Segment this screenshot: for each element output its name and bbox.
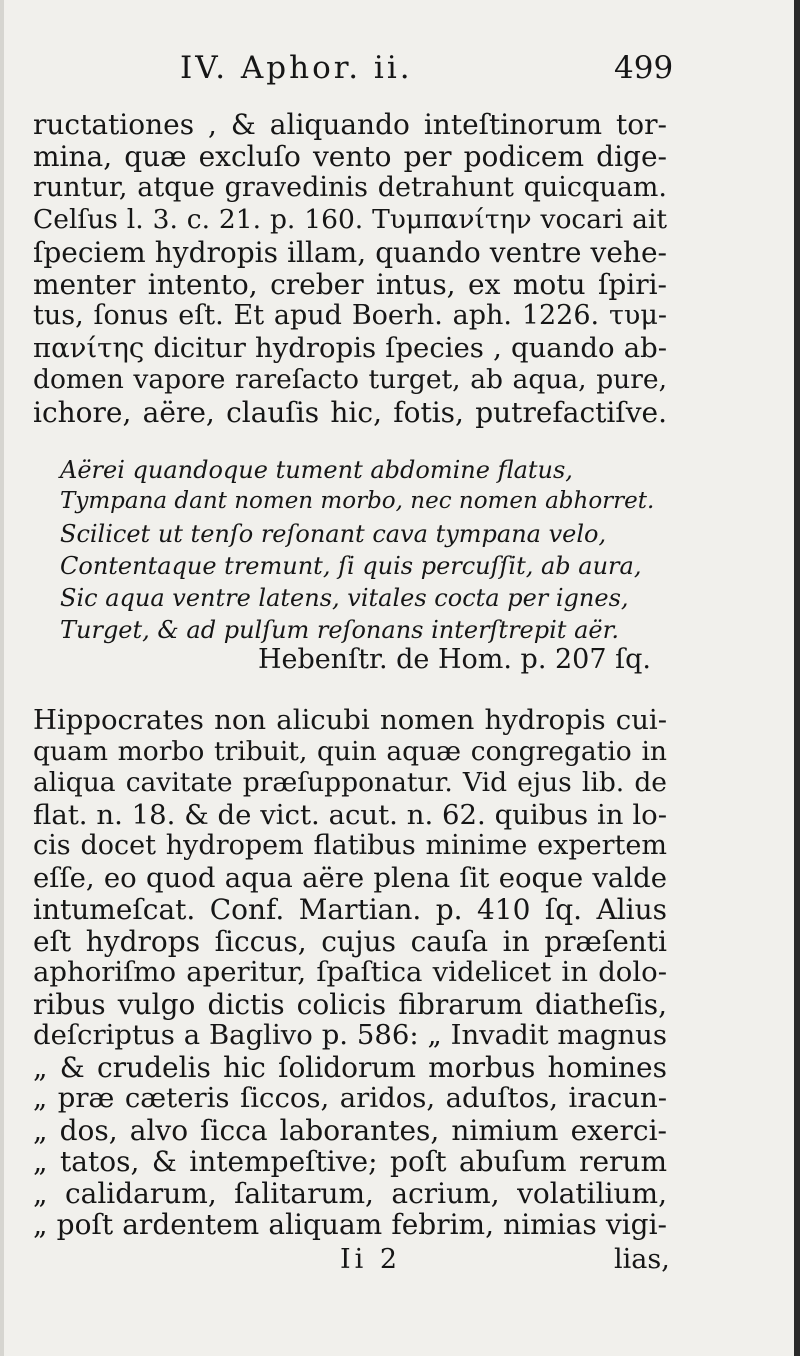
paragraph1-line: runtur, atque gravedinis detrahunt quicquam.: [33, 172, 667, 203]
paragraph1-line: menter intento, creber intus, ex motu ſpiri-: [33, 268, 667, 301]
paragraph2-line: deſcriptus a Baglivo p. 586: „ Invadit magnus: [33, 1019, 667, 1051]
paragraph2-line: „ calidarum, ſalitarum, acrium, volatilium,: [33, 1177, 667, 1210]
paragraph2-line: aphoriſmo aperitur, ſpaſtica videlicet in dolo-: [33, 956, 667, 988]
paragraph2-line: quam morbo tribuit, quin aquæ congregatio in: [33, 736, 667, 767]
paragraph1-line: tus, ſonus eſt. Et apud Boerh. aph. 1226. τυμ-: [33, 300, 667, 331]
paragraph2-line: ribus vulgo dictis colicis fibrarum diatheſis,: [33, 988, 667, 1021]
verse-line: Sic aqua ventre latens, vitales cocta per ignes,: [60, 584, 629, 612]
paragraph1-line: ructationes , & aliquando inteſtinorum tor-: [33, 108, 667, 141]
paragraph1-line: πανίτης dicitur hydropis ſpecies , quando ab-: [33, 332, 667, 364]
verse-attribution: Hebenſtr. de Hom. p. 207 ſq.: [258, 644, 651, 675]
paragraph2-line: „ poſt ardentem aliquam febrim, nimias vigi-: [33, 1208, 667, 1241]
paragraph1-line: ichore, aëre, clauſis hic, fotis, putrefactiſve.: [33, 396, 667, 429]
paragraph2-line: „ & crudelis hic ſolidorum morbus homines: [33, 1051, 667, 1084]
page-number: 499: [614, 50, 674, 86]
signature-mark: Ii 2: [340, 1244, 402, 1275]
running-title: IV. Aphor. ii.: [180, 50, 413, 86]
paragraph1-line: domen vapore rareſacto turget, ab aqua, pure,: [33, 364, 667, 395]
paragraph1-line: ſpeciem hydropis illam, quando ventre vehe-: [33, 236, 667, 269]
paragraph2-line: flat. n. 18. & de vict. acut. n. 62. quibus in lo-: [33, 799, 667, 831]
paragraph2-line: eſſe, eo quod aqua aëre plena ſit eoque valde: [33, 862, 667, 894]
paragraph2-line: „ dos, alvo ſicca laborantes, nimium exerci-: [33, 1114, 667, 1147]
verse-line: Contentaque tremunt, ſi quis percuſſit, ab aura,: [60, 552, 642, 580]
paragraph1-line: Celſus l. 3. c. 21. p. 160. Τυμπανίτην vocari ait: [33, 204, 667, 235]
verse-line: Tympana dant nomen morbo, nec nomen abhorret.: [60, 488, 655, 514]
page-edge-left: [0, 0, 4, 1356]
paragraph2-line: intumeſcat. Conf. Martian. p. 410 ſq. Alius: [33, 893, 667, 926]
paragraph2-line: „ præ cæteris ſiccos, aridos, aduſtos, iracun-: [33, 1082, 667, 1114]
catchword: lias,: [614, 1244, 670, 1275]
paragraph1-line: mina, quæ excluſo vento per podicem dige-: [33, 140, 667, 173]
page-edge-right: [794, 0, 800, 1356]
paragraph2-line: eſt hydrops ſiccus, cujus cauſa in præſenti: [33, 925, 667, 958]
paragraph2-line: cis docet hydropem flatibus minime expertem: [33, 830, 667, 861]
paragraph2-line: aliqua cavitate præſupponatur. Vid ejus lib. de: [33, 767, 667, 798]
paragraph2-line: „ tatos, & intempeſtive; poſt abuſum rerum: [33, 1145, 667, 1178]
paragraph2-line: Hippocrates non alicubi nomen hydropis cui-: [33, 704, 667, 736]
running-header: [0, 50, 800, 90]
verse-line: Aërei quandoque tument abdomine flatus,: [60, 456, 573, 484]
verse-line: Turget, & ad pulſum reſonans interſtrepit aër.: [60, 616, 620, 644]
verse-line: Scilicet ut tenſo reſonant cava tympana velo,: [60, 520, 607, 548]
